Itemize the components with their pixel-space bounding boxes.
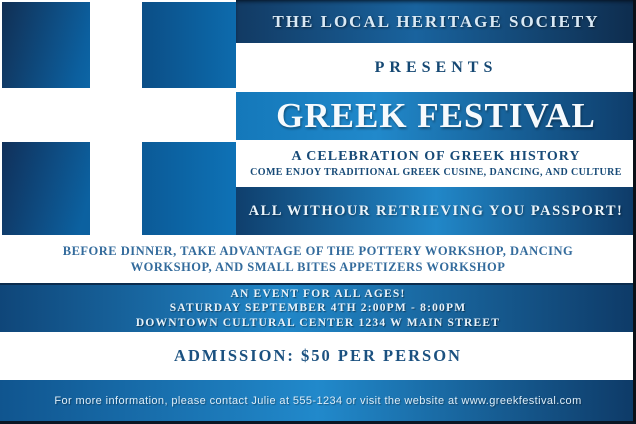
workshops-line-1: BEFORE DINNER, TAKE ADVANTAGE OF THE POTTERY WORKSHOP, DANCING: [62, 244, 574, 258]
celebration-headline: A CELEBRATION OF GREEK HISTORY: [291, 149, 581, 164]
celebration-subline: COME ENJOY TRADITIONAL GREEK CUSINE, DANCING, AND CULTURE: [250, 167, 622, 178]
workshops-line-2: WORKSHOP, AND SMALL BITES APPETIZERS WORKSHOP: [130, 260, 506, 274]
title-band: [236, 92, 636, 140]
event-details-band: [0, 283, 636, 332]
passport-tagline: ALL WITHOUR RETRIEVING YOU PASSPORT!: [248, 202, 624, 219]
header-band: [236, 0, 636, 43]
workshops-band: [0, 235, 636, 283]
greek-flag: [0, 0, 236, 235]
event-location-line: DOWNTOWN CULTURAL CENTER 1234 W MAIN STREET: [135, 316, 501, 329]
event-title: GREEK FESTIVAL: [276, 96, 596, 135]
admission-band: [0, 332, 636, 380]
celebration-band: [236, 140, 636, 187]
footer-band: [0, 380, 636, 424]
event-datetime-line: SATURDAY SEPTEMBER 4TH 2:00PM - 8:00PM: [169, 302, 467, 315]
passport-band: [236, 187, 636, 235]
flag-square-bottom-left: [2, 142, 90, 235]
presents-band: [236, 43, 636, 92]
footer-contact-info: For more information, please contact Julie at 555-1234 or visit the website at www.greekfestival.com: [54, 394, 582, 407]
presents-label: PRESENTS: [374, 58, 498, 76]
flag-square-top-left: [2, 2, 90, 88]
event-ages-line: AN EVENT FOR ALL AGES!: [230, 287, 406, 300]
flag-square-top-right: [142, 2, 236, 88]
flag-square-bottom-right: [142, 142, 236, 235]
admission-price: ADMISSION: $50 PER PERSON: [174, 346, 462, 365]
society-name: THE LOCAL HERITAGE SOCIETY: [272, 11, 600, 31]
